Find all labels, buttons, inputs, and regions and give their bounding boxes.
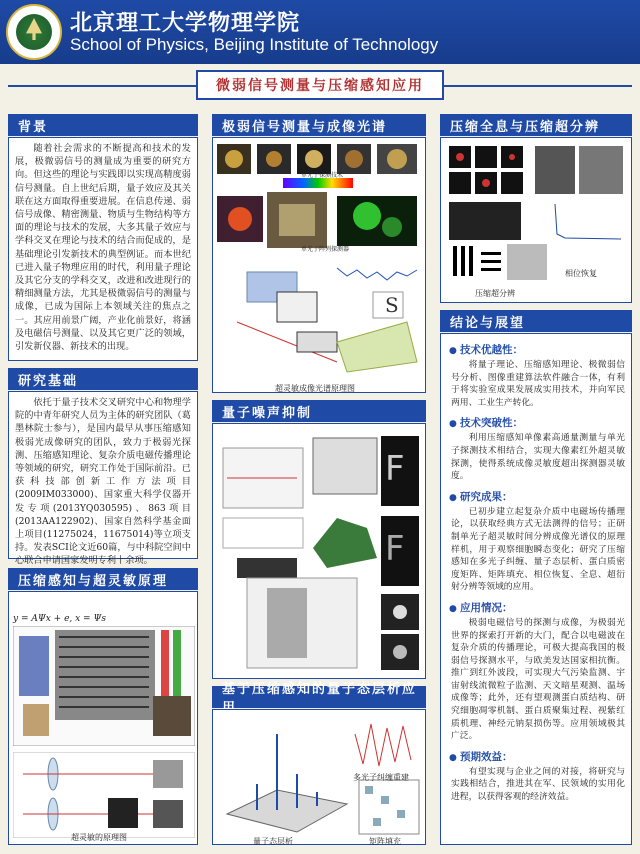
tomo-cap-2: 多光子纠缠重建 bbox=[353, 773, 409, 782]
holo-cap-3: 压缩超分辨 bbox=[475, 289, 515, 298]
conclusion-body-4: 极弱电磁信号的探测与成像，为极弱光世界的探索打开新的大门，配合以电磁波在复杂介质的传播理论，可极大提高我国的极弱信号探测水平，与欧美发达国家相抗衡。推广到红外波段，可实现大气污染监测、宇宙射线流微粒子监测、天文暗星观测、温场成像等；此外，还有望观测蛋白质结构、研究细胞凋零机制、蛋白质聚集过程、视紫红质机理、神经元钠泵损伤等。应用领域极其广泛。 bbox=[451, 617, 625, 742]
weak-cap-1: 单光子探测技术 bbox=[301, 172, 344, 179]
holography-panel bbox=[440, 137, 632, 303]
svg-text:F: F bbox=[385, 449, 405, 489]
weak-cap-3: 超灵敏成像光谱原理图 bbox=[275, 384, 355, 393]
tomo-cap-1: 量子态层析 bbox=[253, 837, 293, 846]
research-basis-panel bbox=[8, 391, 198, 567]
conclusion-head-4: ● 应用情况： bbox=[449, 600, 631, 615]
english-title: School of Physics, Beijing Institute of Technology bbox=[70, 35, 439, 54]
holography-figures bbox=[445, 142, 629, 294]
conclusion-head-5: ● 预期效益： bbox=[449, 749, 631, 764]
cs-equation: y = AΨx + e, x = Ψs bbox=[13, 614, 106, 624]
holography-title: 压缩全息与压缩超分辨 bbox=[440, 114, 632, 136]
research-basis-text: 依托于量子技术交叉研究中心和物理学院的中青年研究人员为主体的研究团队（葛墨林院士参与），是国内最早从事压缩感知极弱光成像研究的团队，致力于极弱光探测、压缩感知理论、复杂介质电磁传播理论等领域的研究，研究工作处于国际前沿。已获科技部创新工作方法项目(2009IM033000)、国家重大科学仪器开发专项(2013YQ030595)、863项目(2013AA122902)、国家自然科学基金面上项目(11275024，11675014)等立项支持。发表SCI论文近60篇，与中科院空间中心联合申请国家发明专利十余项。 bbox=[15, 397, 191, 567]
quantum-noise-title: 量子噪声抑制 bbox=[212, 400, 426, 422]
conclusion-head-3: ● 研究成果： bbox=[449, 489, 631, 504]
conclusion-body-3: 已初步建立起复杂介质中电磁场传播理论，以获取经典方式无法测得的信号；正研制单光子超灵敏时间分辨成像光谱仪的原理样机，用于观察细胞瞬态变化；研究了压缩感知在多光子纠缠、量子态层析、蛋白质密度矩阵、矩阵填充、相位恢复、全息、超衍射分辨等领域的应用。 bbox=[451, 506, 625, 593]
cs-optics-diagram bbox=[13, 752, 195, 838]
conclusion-head-1: ● 技术优越性： bbox=[449, 342, 631, 357]
weak-cap-2: 单光子阵列探测器 bbox=[301, 246, 350, 253]
chinese-title: 北京理工大学物理学院 bbox=[70, 11, 301, 36]
weak-signal-title: 极弱信号测量与成像光谱 bbox=[212, 114, 426, 136]
tomography-title: 基于压缩感知的量子态层析应 bbox=[212, 686, 426, 708]
compressive-sensing-title: 压缩感知与超灵敏原理 bbox=[8, 568, 198, 590]
research-basis-title: 研究基础 bbox=[8, 368, 198, 390]
compressive-sensing-panel bbox=[8, 591, 198, 845]
background-text: 随着社会需求的不断提高和技术的发展，极微弱信号的测量成为重要的研究方向。但这些的理论与实践即以实现高精度弱信号测量。自上世纪后期，量子效应及其关联在这方面取得重要进展。在信息传递、弱信号成像、精密测量、物质与生物结构等方面的理论与技术的发展，大多其量子效应与学科交叉在理论与技术的结合而促成的，是基础理论引发新技术的典型例证。而本世纪已进入量子物理应用的时代，利用量子理论及其它分支的学科交叉，改进和改进现行的精细测量方法，尤其是极微弱信号的测量与成像，已成为国际上本领域关注的焦点之一。其应用前景广阔，产业化前景好，将涵及电磁信号测量、以及其它更广泛的领域，引发新仪器、新技术的出现。 bbox=[15, 143, 191, 353]
conclusion-body-1: 将量子理论、压缩感知理论、极微弱信号分析、图像重建算法软件融合一体，有利于将实验室成果发展成实用技术，并向军民两用、工业生产转化。 bbox=[451, 360, 625, 408]
imaging-spectrum-diagram bbox=[217, 262, 421, 378]
conclusion-body-2: 利用压缩感知单像素高通量测量与单光子探测技术相结合，实现大像素红外超灵敏探测，使得系统成像灵敏度超出探测器灵敏度。 bbox=[451, 433, 625, 482]
poster-title: 微弱信号测量与压缩感知应用 bbox=[196, 70, 444, 100]
header-bar bbox=[0, 0, 640, 64]
quantum-noise-figures bbox=[217, 428, 423, 674]
conclusion-panel bbox=[440, 333, 632, 845]
svg-text:F: F bbox=[385, 529, 405, 569]
conclusion-body-5: 有望实现与企业之间的对接，将研究与实践相结合，推进其在军、民领域的实用化进程，以获得客观的经济效益。 bbox=[451, 766, 625, 803]
conclusion-title: 结论与展望 bbox=[440, 310, 632, 332]
tomography-panel bbox=[212, 709, 426, 845]
cs-caption: 超灵敏的原理图 bbox=[71, 833, 127, 842]
background-panel bbox=[8, 137, 198, 361]
cs-matrix-figure bbox=[13, 626, 195, 746]
university-logo bbox=[6, 4, 62, 60]
quantum-noise-panel bbox=[212, 423, 426, 679]
spectrum-bar bbox=[283, 178, 353, 188]
background-title: 背景 bbox=[8, 114, 198, 136]
title-banner bbox=[0, 66, 640, 106]
svg-text:S: S bbox=[385, 293, 399, 317]
holo-cap-2: 相位恢复 bbox=[565, 269, 597, 278]
weak-signal-panel bbox=[212, 137, 426, 393]
conclusion-head-2: ● 技术突破性： bbox=[449, 415, 631, 430]
holo-cap-1: 压缩全息 bbox=[461, 225, 493, 234]
tomo-cap-3: 矩阵填充 bbox=[369, 837, 401, 846]
